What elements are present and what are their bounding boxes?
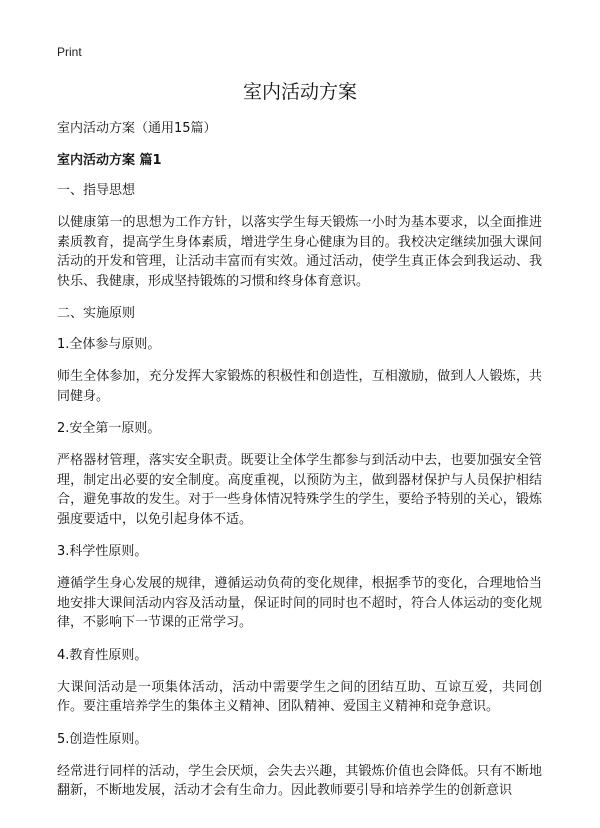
print-link[interactable]: Print bbox=[57, 45, 82, 59]
principle-4-paragraph: 大课间活动是一项集体活动，活动中需要学生之间的团结互助、互谅互爱，共同创作。要注重培养学生的集体主义精神、团队精神、爱国主义精神和竞争意识。 bbox=[57, 679, 542, 714]
document-subtitle: 室内活动方案（通用15篇） bbox=[57, 121, 217, 136]
principle-2-heading: 2.安全第一原则。 bbox=[57, 421, 161, 436]
section-heading: 室内活动方案 篇1 bbox=[57, 153, 162, 168]
principle-4-heading: 4.教育性原则。 bbox=[57, 647, 148, 663]
principle-1-heading: 1.全体参与原则。 bbox=[57, 337, 161, 352]
principle-5-paragraph: 经常进行同样的活动，学生会厌烦，会失去兴趣，其锻炼价值也会降低。只有不断地翻新，不断地发展，活动才会有生命力。因此教师要引导和培养学生的创新意识 bbox=[57, 763, 542, 798]
principle-3-paragraph: 遵循学生身心发展的规律，遵循运动负荷的变化规律，根据季节的变化，合理地恰当地安排大课间活动内容及活动量，保证时间的同时也不超时，符合人体运动的变化规律，不影响下一节课的正常学习。 bbox=[57, 576, 542, 630]
document-body bbox=[57, 120, 542, 815]
document-title: 室内活动方案 bbox=[242, 81, 357, 103]
guiding-idea-paragraph: 以健康第一的思想为工作方针，以落实学生每天锻炼一小时为基本要求，以全面推进素质教育，提高学生身体素质，增进学生身心健康为目的。我校决定继续加强大课间活动的开发和管理，让活动丰富而有实效。通过活动，使学生真正体会到我运动、我快乐、我健康，形成坚持锻炼的习惯和终身体育意识。 bbox=[57, 215, 542, 289]
principles-heading: 二、实施原则 bbox=[57, 306, 136, 321]
principle-2-paragraph: 严格器材管理，落实安全职责。既要让全体学生都参与到活动中去，也要加强安全管理，制定出必要的安全制度。高度重视，以预防为主，做到器材保护与人员保护相结合，避免事故的发生。对于一些身体情况特殊学生的学生，要给予特别的关心，锻炼强度要适中，以免引起身体不适。 bbox=[57, 453, 542, 527]
principle-5-heading: 5.创造性原则。 bbox=[57, 731, 148, 747]
guiding-idea-heading: 一、指导思想 bbox=[57, 183, 136, 198]
principle-3-heading: 3.科学性原则。 bbox=[57, 544, 148, 559]
principle-1-paragraph: 师生全体参加，充分发挥大家锻炼的积极性和创造性，互相激励，做到人人锻炼，共同健身。 bbox=[57, 369, 542, 404]
